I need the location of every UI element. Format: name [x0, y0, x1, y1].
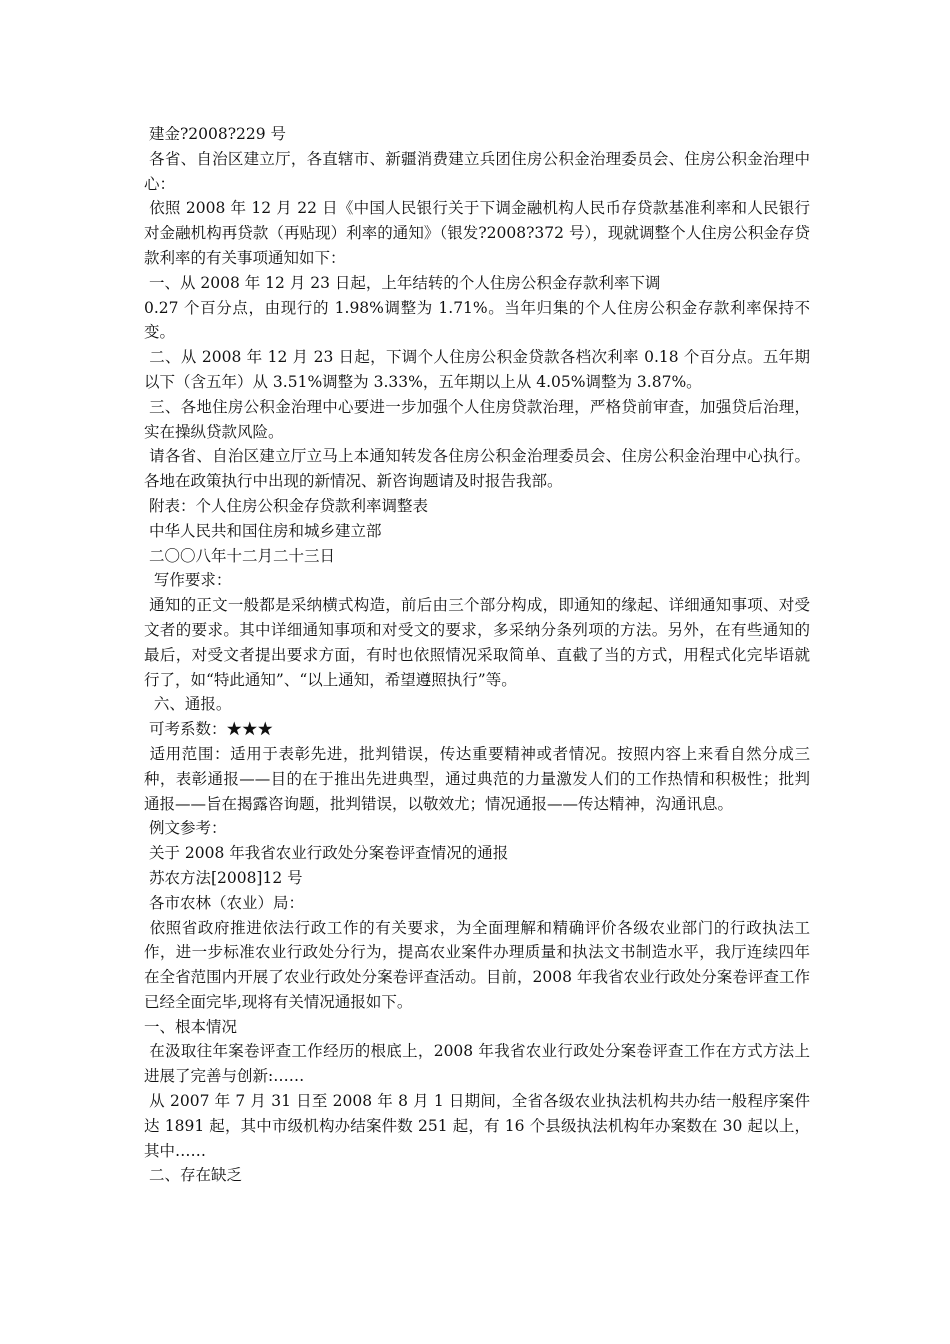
addressee: 各市农林（农业）局： [144, 893, 304, 912]
body-paragraph: 适用范围：适用于表彰先进，批判错误，传达重要精神或者情况。按照内容上来看自然分成三种，表彰通报——目的在于推出先进典型，通过典范的力量激发人们的工作热情和积极性；批判通报——旨在揭露咨询题，批判错误，以敬效尤；情况通报——传达精神，沟通讯息。 [144, 744, 810, 813]
section-heading: 二、存在缺乏 [144, 1166, 242, 1185]
section-heading: 六、通报。 [144, 695, 232, 714]
item-three: 三、各地住房公积金治理中心要进一步加强个人住房贷款治理，严格贷前审查，加强贷后治理，实在操纵贷款风险。 [144, 397, 810, 441]
doc-number: 苏农方法[2008]12 号 [144, 868, 303, 887]
attachment-line: 附表：个人住房公积金存贷款利率调整表 [144, 496, 428, 515]
body-paragraph: 通知的正文一般都是采纳横式构造，前后由三个部分构成，即通知的缘起、详细通知事项、对受文者的要求。其中详细通知事项和对受文的要求，多采纳分条列项的方法。另外，在有些通知的最后，对受文者提出要求方面，有时也依照情况采取简单、直截了当的方式，用程式化完毕语就行了，如“特此通知”、“以上通知，希望遵照执行”等。 [144, 596, 810, 689]
addressee: 各省、自治区建立厅，各直辖市、新疆消费建立兵团住房公积金治理委员会、住房公积金治理中心： [144, 149, 810, 193]
body-paragraph: 依照 2008 年 12 月 22 日《中国人民银行关于下调金融机构人民币存贷款基准利率和人民银行对金融机构再贷款（再贴现）利率的通知》（银发?2008?372 号），现就调整个人住房公积金存贷款利率的有关事项通知如下： [144, 199, 810, 267]
issue-date: 二〇〇八年十二月二十三日 [144, 546, 335, 565]
body-paragraph: 请各省、自治区建立厅立马上本通知转发各住房公积金治理委员会、住房公积金治理中心执行。各地在政策执行中出现的新情况、新咨询题请及时报告我部。 [144, 447, 810, 491]
example-title: 关于 2008 年我省农业行政处分案卷评查情况的通报 [144, 844, 509, 863]
item-two: 二、从 2008 年 12 月 23 日起，下调个人住房公积金贷款各档次利率 0.18 个百分点。五年期以下（含五年）从 3.51%调整为 3.33%，五年期以上从 4.05%调整为 3.87%。 [144, 348, 810, 391]
doc-number: 建金?2008?229 号 [144, 125, 287, 143]
section-heading: 例文参考： [144, 819, 227, 838]
body-paragraph: 依照省政府推进依法行政工作的有关要求，为全面理解和精确评价各级农业部门的行政执法工作，进一步标准农业行政处分行为，提高农业案件办理质量和执法文书制造水平，我厅连续四年在全省范围内开展了农业行政处分案卷评查活动。目前，2008 年我省农业行政处分案卷评查工作已经全面完毕,现将有关情况通报如下。 [144, 918, 810, 1011]
body-paragraph: 从 2007 年 7 月 31 日至 2008 年 8 月 1 日期间，全省各级农业执法机构共办结一般程序案件达 1891 起，其中市级机构办结案件数 251 起，有 16 个县级执法机构年办案数在 30 起以上，其中…… [144, 1092, 810, 1160]
rating-line: 可考系数：★★★ [144, 720, 273, 739]
body-paragraph: 在汲取往年案卷评查工作经历的根底上，2008 年我省农业行政处分案卷评查工作在方式方法上进展了完善与创新:…… [144, 1042, 810, 1086]
issuer: 中华人民共和国住房和城乡建立部 [144, 521, 382, 540]
section-heading: 写作要求： [144, 571, 232, 590]
item-one-continued: 0.27 个百分点，由现行的 1.98%调整为 1.71%。当年归集的个人住房公积金存款利率保持不变。 [144, 298, 810, 342]
item-one: 一、从 2008 年 12 月 23 日起，上年结转的个人住房公积金存款利率下调 [144, 273, 661, 292]
section-heading: 一、根本情况 [144, 1017, 238, 1036]
document-body [144, 122, 810, 1188]
